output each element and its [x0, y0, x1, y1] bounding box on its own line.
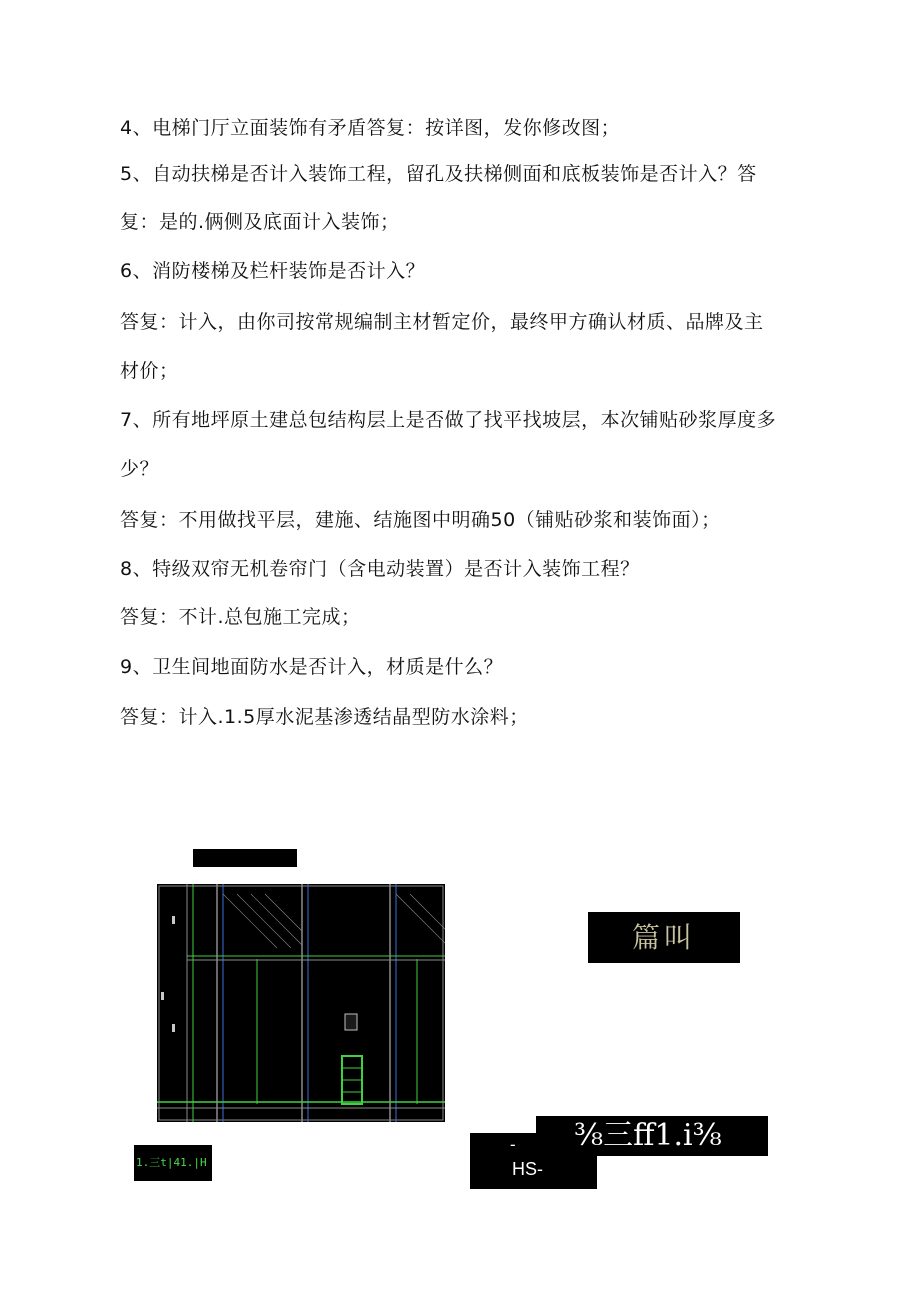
paragraph-line: 答复：不用做找平层，建施、结施图中明确50（铺贴砂浆和装饰面）；: [120, 509, 721, 531]
stamp-text-right: ⅜三ff1.i⅜: [574, 1118, 722, 1153]
elevation-drawing-svg: [157, 884, 445, 1122]
paragraph-line: 复：是的.俩侧及底面计入装饰；: [120, 211, 400, 233]
stamp-text-hs: HS-: [512, 1159, 543, 1179]
elevation-drawing: [157, 884, 445, 1122]
drawing-label: 1.三t|41.|H: [134, 1145, 212, 1181]
paragraph-line: 材价；: [120, 360, 179, 382]
stamp-block-right: [536, 1116, 768, 1156]
seal-stamp: 篇叫: [588, 912, 740, 963]
paragraph-line: 少？: [120, 458, 160, 480]
paragraph-line: 8、特级双帘无机卷帘门（含电动装置）是否计入装饰工程？: [120, 558, 640, 580]
paragraph-line: 答复：计入.1.5厚水泥基渗透结晶型防水涂料；: [120, 706, 529, 728]
paragraph-line: 答复：计入，由你司按常规编制主材暂定价，最终甲方确认材质、品牌及主: [120, 311, 764, 333]
paragraph-line: 7、所有地坪原土建总包结构层上是否做了找平找坡层，本次铺贴砂浆厚度多: [120, 409, 777, 431]
redaction-bar: [193, 849, 297, 867]
stamp-dash: -: [510, 1135, 516, 1154]
paragraph-line: 答复：不计.总包施工完成；: [120, 606, 361, 628]
paragraph-line: 4、电梯门厅立面装饰有矛盾答复：按详图，发你修改图；: [120, 117, 621, 139]
paragraph-line: 6、消防楼梯及栏杆装饰是否计入？: [120, 260, 426, 282]
paragraph-line: 5、自动扶梯是否计入装饰工程，留孔及扶梯侧面和底板装饰是否计入？答: [120, 163, 757, 185]
paragraph-line: 9、卫生间地面防水是否计入，材质是什么？: [120, 656, 504, 678]
